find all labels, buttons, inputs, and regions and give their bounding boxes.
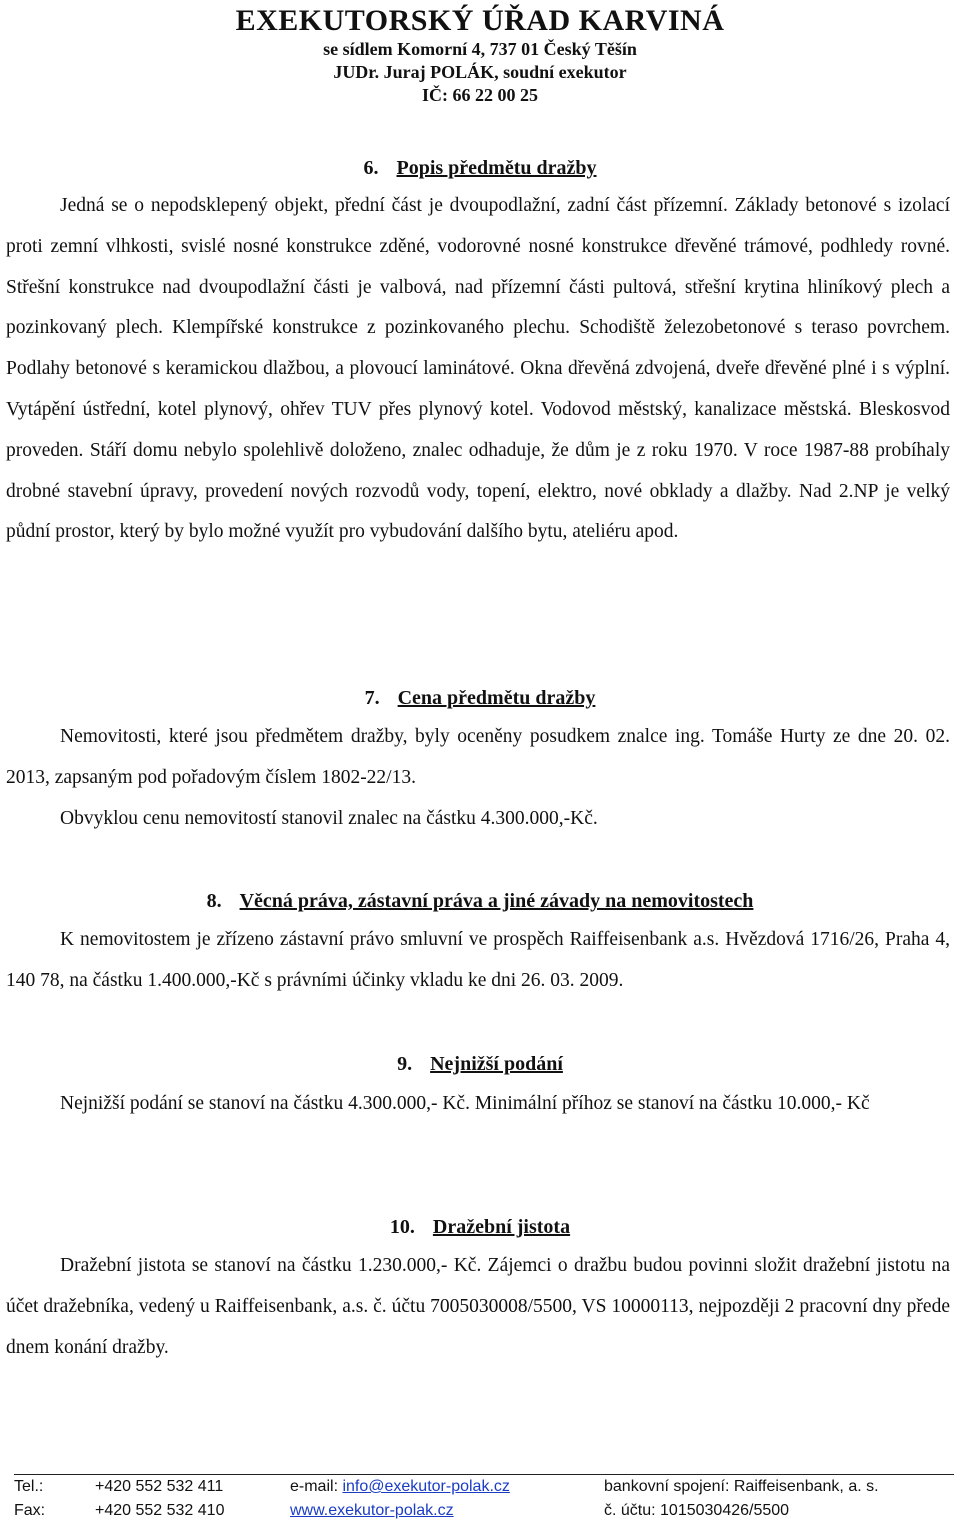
section-number: 8. — [206, 890, 222, 912]
section-7-paragraph-1: Nemovitosti, které jsou předmětem dražby, byly oceněny posudkem znalce ing. Tomáše Hurty ze dne 20. 02. 2013, zapsaným pod pořadovým číslem 1802-22/13. — [6, 726, 950, 788]
section-number: 10. — [389, 1216, 415, 1238]
footer-row-1 — [14, 1475, 954, 1499]
section-title: Dražební jistota — [432, 1216, 571, 1238]
section-title: Popis předmětu dražby — [396, 157, 597, 179]
section-7-heading — [0, 686, 960, 710]
section-7-paragraph-2: Obvyklou cenu nemovitostí stanovil znalec na částku 4.300.000,-Kč. — [60, 808, 598, 829]
email — [290, 1475, 510, 1499]
office-title: EXEKUTORSKÝ ÚŘAD KARVINÁ — [235, 4, 725, 37]
section-10-paragraph: Dražební jistota se stanoví na částku 1.230.000,- Kč. Zájemci o dražbu budou povinni složit dražební jistotu na účet dražebníka, vedený u Raiffeisenbank, a.s. č. účtu 7005030008/5500, VS 10000113, nejpozději 2 pracovní dny přede dnem konání dražby. — [6, 1255, 950, 1358]
bank-account: č. účtu: 1015030426/5500 — [604, 1502, 790, 1519]
website-link[interactable]: www.exekutor-polak.cz — [290, 1502, 454, 1519]
section-8-heading — [0, 889, 960, 913]
section-number: 6. — [363, 157, 379, 179]
section-8-paragraph: K nemovitostem je zřízeno zástavní právo smluvní ve prospěch Raiffeisenbank a.s. Hvězdová 1716/26, Praha 4, 140 78, na částku 1.400.000,-Kč s právními účinky vkladu ke dni 26. 03. 2009. — [6, 929, 950, 991]
section-title: Nejnižší podání — [430, 1053, 563, 1075]
fax-number: +420 552 532 410 — [95, 1502, 225, 1519]
section-number: 9. — [397, 1053, 413, 1075]
footer-row-2 — [14, 1499, 954, 1523]
section-6-heading — [0, 156, 960, 180]
letterhead — [0, 4, 960, 107]
section-title: Cena předmětu dražby — [397, 687, 596, 709]
section-number: 7. — [364, 687, 380, 709]
office-seat: se sídlem Komorní 4, 737 01 Český Těšín — [323, 39, 637, 59]
fax-label: Fax: — [14, 1502, 46, 1519]
tel-number: +420 552 532 411 — [95, 1478, 224, 1495]
section-9-paragraph: Nejnižší podání se stanoví na částku 4.300.000,- Kč. Minimální příhoz se stanoví na částku 10.000,- Kč — [60, 1093, 870, 1114]
company-id: IČ: 66 22 00 25 — [422, 85, 538, 105]
tel-label: Tel.: — [14, 1478, 44, 1495]
section-6-paragraph: Jedná se o nepodsklepený objekt, přední část je dvoupodlažní, zadní část přízemní. Základy betonové s izolací proti zemní vlhkosti, svislé nosné konstrukce zděné, vodorovné nosné konstrukce dřevěné trámové, podhledy rovné. Střešní konstrukce nad dvoupodlažní části je valbová, nad přízemní části pultová, střešní krytina hliníkový plech a pozinkovaný plech. Klempířské konstrukce z pozinkovaného plechu. Schodiště železobetonové s teraso povrchem. Podlahy betonové s keramickou dlažbou, a plovoucí laminátové. Okna dřevěná zdvojená, dveře dřevěné plné i s výplní. Vytápění ústřední, kotel plynový, ohřev TUV přes plynový kotel. Vodovod městský, kanalizace městská. Bleskosvod proveden. Stáří domu nebylo spolehlivě doloženo, znalec odhaduje, že dům je z roku 1970. V roce 1987-88 probíhaly drobné stavební úpravy, provedení nových rozvodů vody, topení, elektro, nové obklady a dlažby. Nad 2.NP je velký půdní prostor, který by bylo možné využít pro vybudování dalšího bytu, ateliéru apod. — [6, 195, 950, 543]
email-link[interactable]: info@exekutor-polak.cz — [342, 1478, 510, 1495]
executor-name: JUDr. Juraj POLÁK, soudní exekutor — [333, 62, 627, 82]
section-title: Věcná práva, zástavní práva a jiné závady na nemovitostech — [239, 890, 754, 912]
contact-footer — [14, 1474, 954, 1523]
section-9-heading — [0, 1052, 960, 1076]
bank-info: bankovní spojení: Raiffeisenbank, a. s. — [604, 1478, 879, 1495]
section-10-heading — [0, 1215, 960, 1239]
email-label: e-mail: — [290, 1478, 343, 1495]
